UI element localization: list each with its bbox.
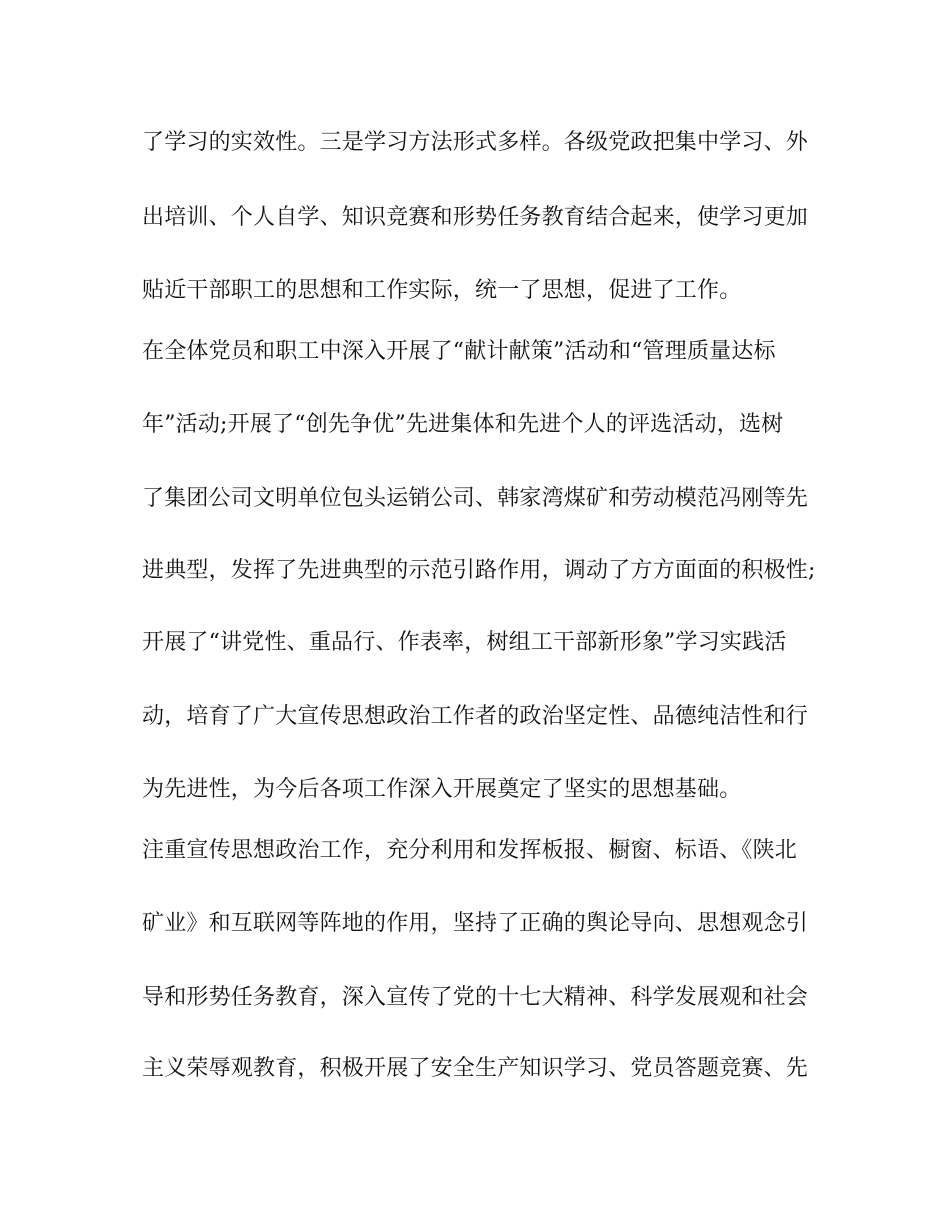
text-line: 贴近干部职工的思想和工作实际，统一了思想，促进了工作。: [142, 278, 742, 303]
text-line: 导和形势任务教育，深入宣传了党的十七大精神、科学发展观和社会: [142, 985, 809, 1010]
text-line: 了学习的实效性。三是学习方法形式多样。各级党政把集中学习、外: [142, 130, 809, 155]
text-line: 出培训、个人自学、知识竞赛和形势任务教育结合起来，使学习更加: [142, 205, 809, 230]
text-line: 主义荣辱观教育，积极开展了安全生产知识学习、党员答题竞赛、先: [142, 1056, 809, 1081]
text-line: 了集团公司文明单位包头运销公司、韩家湾煤矿和劳动模范冯刚等先: [142, 486, 809, 511]
text-line: 为先进性，为今后各项工作深入开展奠定了坚实的思想基础。: [142, 777, 742, 802]
text-line: 矿业》和互联网等阵地的作用，坚持了正确的舆论导向、思想观念引: [142, 911, 809, 936]
text-line: 年”活动;开展了“创先争优”先进集体和先进个人的评选活动，选树: [142, 412, 784, 437]
text-line: 进典型，发挥了先进典型的示范引路作用，调动了方方面面的积极性;: [142, 558, 816, 583]
text-line: 动，培育了广大宣传思想政治工作者的政治坚定性、品德纯洁性和行: [142, 704, 809, 729]
text-line: 在全体党员和职工中深入开展了“献计献策”活动和“管理质量达标: [142, 339, 776, 364]
text-line: 开展了“讲党性、重品行、作表率，树组工干部新形象”学习实践活: [142, 630, 787, 655]
text-line: 注重宣传思想政治工作，充分利用和发挥板报、橱窗、标语、《陕北: [142, 838, 798, 863]
